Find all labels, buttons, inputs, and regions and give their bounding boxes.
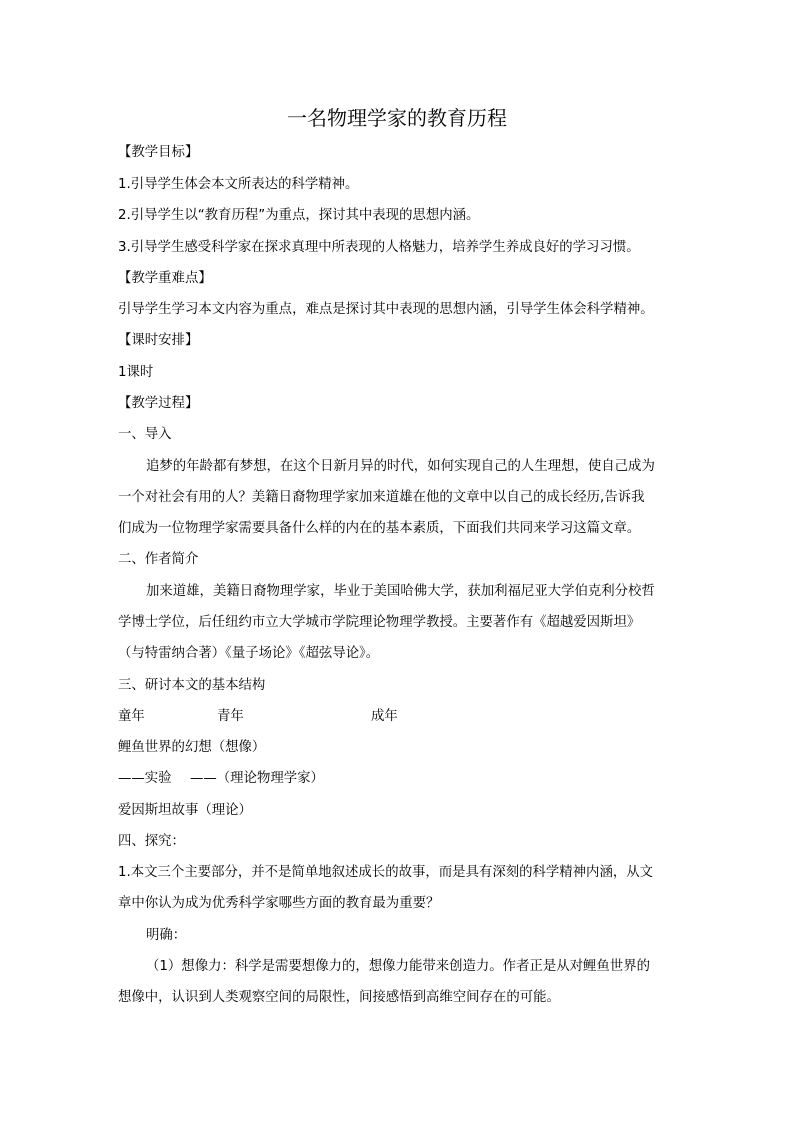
key-heading: 【教学重难点】 [118, 271, 212, 286]
author-paragraph-line-1: 加来道雄，美籍日裔物理学家，毕业于美国哈佛大学，获加利福尼亚大学伯克利分校哲 [146, 584, 655, 599]
goal-item-2: 2.引导学生以“教育历程”为重点，探讨其中表现的思想内涵。 [118, 208, 480, 223]
explore-question-line-2: 章中你认为成为优秀科学家哪些方面的教育最为重要？ [118, 896, 440, 911]
explore-heading: 四、探究： [118, 834, 185, 849]
goal-heading: 【教学目标】 [118, 145, 199, 160]
key-text: 引导学生学习本文内容为重点，难点是探讨其中表现的思想内涵，引导学生体会科学精神。 [118, 302, 654, 317]
structure-heading: 三、研讨本文的基本结构 [118, 678, 266, 693]
document-title: 一名物理学家的教育历程 [287, 106, 507, 130]
explore-question-line-1: 1.本文三个主要部分，并不是简单地叙述成长的故事，而是具有深刻的科学精神内涵，从文 [118, 865, 654, 880]
author-paragraph-line-3: （与特雷纳合著）《量子场论》《超弦导论》。 [118, 646, 380, 661]
answer-label: 明确： [146, 928, 187, 943]
intro-heading: 一、导入 [118, 427, 172, 442]
schedule-text: 1课时 [118, 365, 154, 380]
structure-line-1: 鲤鱼世界的幻想（想像） [118, 740, 266, 755]
intro-paragraph-line-3: 们成为一位物理学家需要具备什么样的内在的基本素质，下面我们共同来学习这篇文章。 [118, 521, 641, 536]
stage-childhood: 童年 [118, 709, 145, 724]
stage-adulthood: 成年 [371, 709, 398, 724]
structure-line-2a: ——实验 [118, 771, 172, 786]
answer-1-line-2: 想像中，认识到人类观察空间的局限性，间接感悟到高维空间存在的可能。 [118, 990, 560, 1005]
stage-youth: 青年 [217, 709, 244, 724]
author-heading: 二、作者简介 [118, 552, 199, 567]
structure-line-2b: ——（理论物理学家） [190, 771, 324, 786]
answer-1-line-1: （1）想像力：科学是需要想像力的，想像力能带来创造力。作者正是从对鲤鱼世界的 [146, 959, 650, 974]
author-paragraph-line-2: 学博士学位，后任纽约市立大学城市学院理论物理学教授。主要著作有《超越爱因斯坦》 [118, 615, 641, 630]
process-heading: 【教学过程】 [118, 396, 199, 411]
intro-paragraph-line-1: 追梦的年龄都有梦想，在这个日新月异的时代，如何实现自己的人生理想，使自己成为 [146, 459, 655, 474]
intro-paragraph-line-2: 一个对社会有用的人？美籍日裔物理学家加来道雄在他的文章中以自己的成长经历,告诉我 [118, 490, 645, 505]
goal-item-3: 3.引导学生感受科学家在探求真理中所表现的人格魅力，培养学生养成良好的学习习惯。 [118, 240, 640, 255]
structure-line-3: 爱因斯坦故事（理论） [118, 803, 252, 818]
goal-item-1: 1.引导学生体会本文所表达的科学精神。 [118, 177, 359, 192]
schedule-heading: 【课时安排】 [118, 333, 199, 348]
